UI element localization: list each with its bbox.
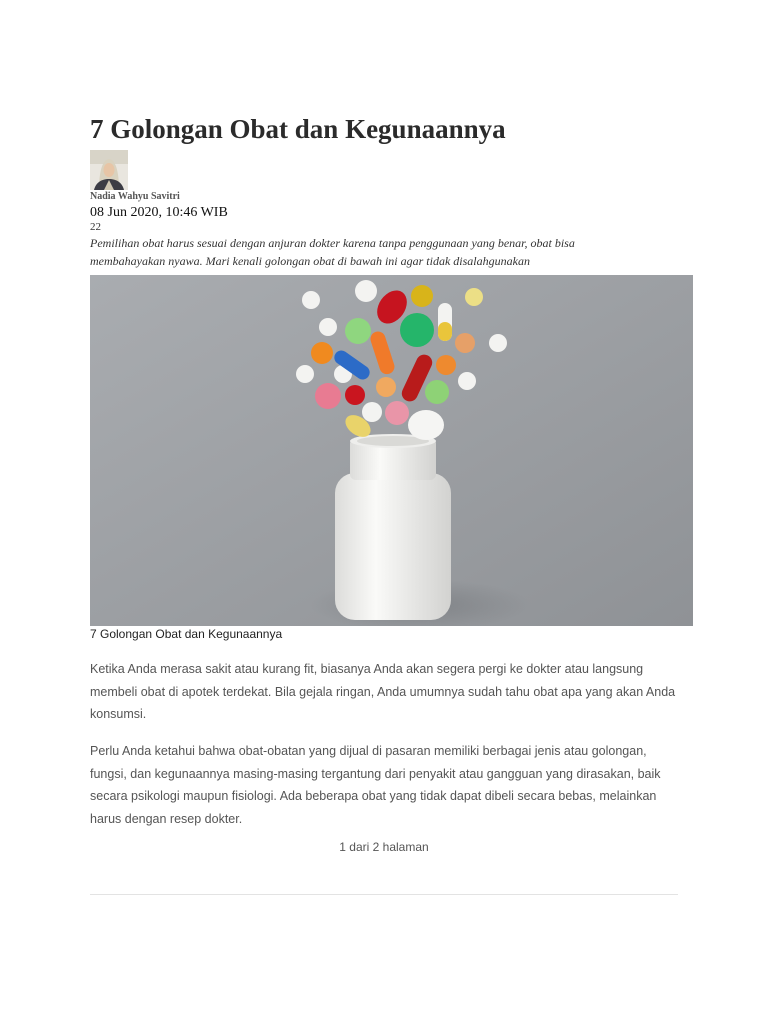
hero-image xyxy=(90,275,693,626)
author-avatar[interactable] xyxy=(90,150,128,190)
author-photo xyxy=(90,150,128,190)
article-paragraph: Perlu Anda ketahui bahwa obat-obatan yang dijual di pasaran memiliki berbagai jenis atau golongan, fungsi, dan kegunaannya masing-masing tergantung dari penyakit atau gangguan yang dirasakan, baik secara psikologi maupun fisiologi. Ada beberapa obat yang tidak dapat dibeli secara bebas, melainkan harus dengan resep dokter. xyxy=(90,744,661,826)
page-indicator: 1 dari 2 halaman xyxy=(339,840,429,854)
author-name[interactable]: Nadia Wahyu Savitri xyxy=(90,191,180,202)
pills-bottle-photo xyxy=(90,275,693,626)
article-lead: Pemilihan obat harus sesuai dengan anjuran dokter karena tanpa penggunaan yang benar, obat bisa membahayakan nyawa. Mari kenali golongan obat di bawah ini agar tidak disalahgunakan xyxy=(90,236,575,268)
divider xyxy=(90,894,678,895)
comment-count: 22 xyxy=(90,221,101,233)
publish-date: 08 Jun 2020, 10:46 WIB xyxy=(90,205,228,220)
article-paragraph: Ketika Anda merasa sakit atau kurang fit, biasanya Anda akan segera pergi ke dokter atau langsung membeli obat di apotek terdekat. Bila gejala ringan, Anda umumnya sudah tahu obat apa yang akan Anda konsumsi. xyxy=(90,662,676,721)
article-title: 7 Golongan Obat dan Kegunaannya xyxy=(90,114,506,144)
image-caption: 7 Golongan Obat dan Kegunaannya xyxy=(90,627,283,641)
